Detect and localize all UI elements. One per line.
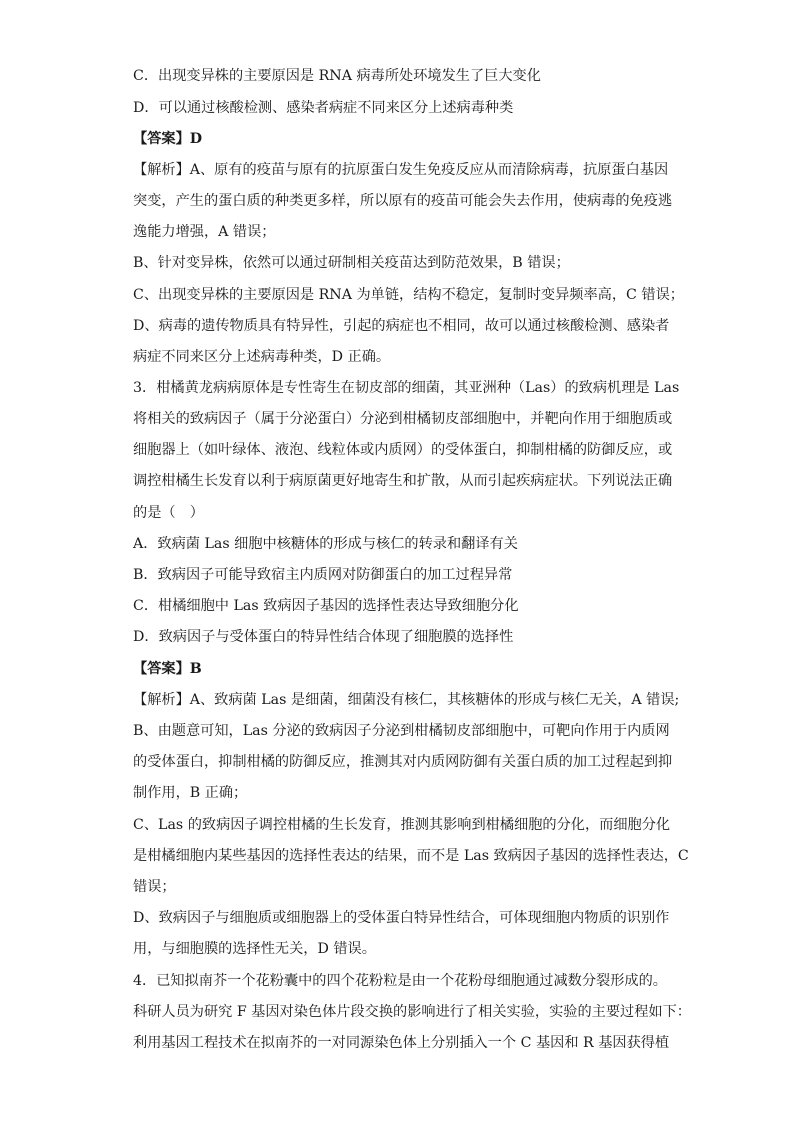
option-d-q3: D．致病因子与受体蛋白的特异性结合体现了细胞膜的选择性 — [133, 629, 514, 645]
answer-q3: 【答案】B — [133, 661, 202, 677]
option-d-q2: D．可以通过核酸检测、感染者病症不同来区分上述病毒种类 — [133, 100, 514, 116]
question-4-stem: 科研人员为研究 F 基因对染色体片段交换的影响进行了相关实验，实验的主要过程如下： — [133, 1004, 691, 1020]
question-3-stem: 将相关的致病因子（属于分泌蛋白）分泌到柑橘韧皮部细胞中，并靶向作用于细胞质或 — [133, 411, 673, 427]
question-4-stem: 利用基因工程技术在拟南芥的一对同源染色体上分别插入一个 C 基因和 R 基因获得植 — [133, 1035, 670, 1051]
analysis-q2-line: D、病毒的遗传物质具有特异性，引起的病症也不相同，故可以通过核酸检测、感染者 — [133, 318, 670, 334]
answer-q2: 【答案】D — [133, 131, 203, 147]
analysis-q2-line: 逸能力增强，A 错误； — [133, 224, 276, 240]
question-3-stem: 的是（ ） — [133, 505, 204, 521]
question-3-stem: 调控柑橘生长发育以利于病原菌更好地寄生和扩散，从而引起疾病症状。下列说法正确 — [133, 473, 673, 489]
analysis-q3-line: D、致病因子与细胞质或细胞器上的受体蛋白特异性结合，可体现细胞内物质的识别作 — [133, 910, 670, 926]
option-c-q2: C．出现变异株的主要原因是 RNA 病毒所处环境发生了巨大变化 — [133, 68, 541, 84]
analysis-q3-line: 是柑橘细胞内某些基因的选择性表达的结果，而不是 Las 致病因子基因的选择性表达，C — [133, 848, 689, 864]
analysis-q3-line: C、Las 的致病因子调控柑橘的生长发育，推测其影响到柑橘细胞的分化，而细胞分化 — [133, 817, 671, 833]
analysis-q3-line: 的受体蛋白，抑制柑橘的防御反应，推测其对内质网防御有关蛋白质的加工过程起到抑 — [133, 754, 673, 770]
analysis-q2-line: 突变，产生的蛋白质的种类更多样，所以原有的疫苗可能会失去作用，使病毒的免疫逃 — [133, 193, 673, 209]
option-c-q3: C．柑橘细胞中 Las 致病因子基因的选择性表达导致细胞分化 — [133, 598, 519, 614]
option-a-q3: A．致病菌 Las 细胞中核糖体的形成与核仁的转录和翻译有关 — [133, 536, 518, 552]
analysis-q3-line: 错误； — [133, 879, 176, 895]
analysis-q3-line: 用，与细胞膜的选择性无关，D 错误。 — [133, 941, 376, 957]
question-3-stem: 细胞器上（如叶绿体、液泡、线粒体或内质网）的受体蛋白，抑制柑橘的防御反应，或 — [133, 442, 673, 458]
analysis-q2-line: 病症不同来区分上述病毒种类，D 正确。 — [133, 349, 391, 365]
analysis-q2-line: 【解析】A、原有的疫苗与原有的抗原蛋白发生免疫反应从而清除病毒，抗原蛋白基因 — [133, 162, 669, 178]
analysis-q2-line: C、出现变异株的主要原因是 RNA 为单链，结构不稳定，复制时变异频率高，C 错误； — [133, 287, 684, 303]
analysis-q2-line: B、针对变异株，依然可以通过研制相关疫苗达到防范效果，B 错误； — [133, 255, 570, 271]
analysis-q3-line: 制作用，B 正确； — [133, 785, 248, 801]
question-3-stem: 3．柑橘黄龙病病原体是专性寄生在韧皮部的细菌，其亚洲种（Las）的致病机理是 Las — [133, 380, 680, 396]
analysis-q3-line: 【解析】A、致病菌 Las 是细菌，细菌没有核仁，其核糖体的形成与核仁无关，A 错误; — [133, 692, 680, 708]
question-4-stem: 4．已知拟南芥一个花粉囊中的四个花粉粒是由一个花粉母细胞通过减数分裂形成的。 — [133, 973, 667, 989]
analysis-q3-line: B、由题意可知，Las 分泌的致病因子分泌到柑橘韧皮部细胞中，可靶向作用于内质网 — [133, 723, 670, 739]
option-b-q3: B．致病因子可能导致宿主内质网对防御蛋白的加工过程异常 — [133, 567, 513, 583]
